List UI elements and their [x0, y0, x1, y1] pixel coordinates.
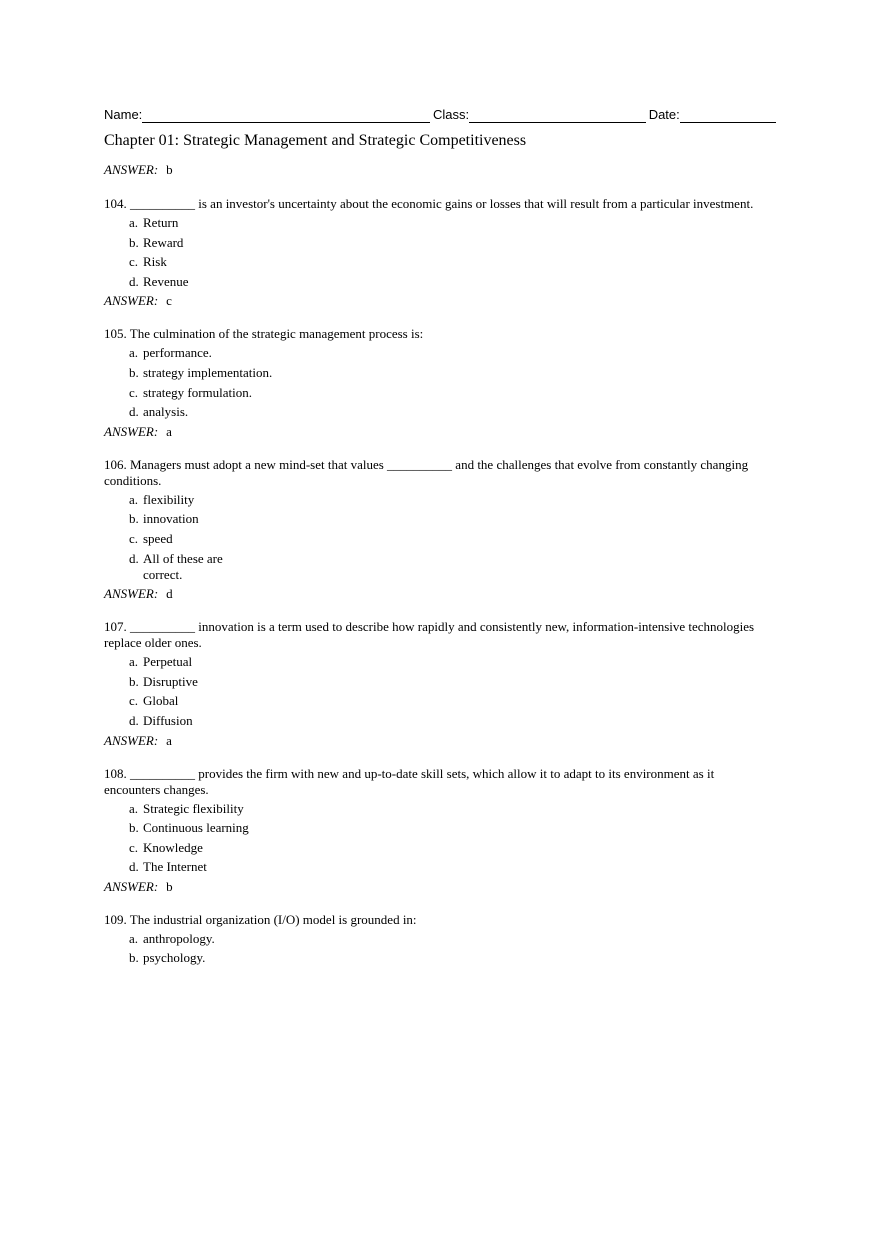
option-letter: b.	[129, 234, 139, 250]
option	[104, 235, 764, 251]
option	[104, 365, 764, 381]
option-text: performance.	[143, 345, 212, 361]
header-fields	[104, 103, 776, 123]
answer-value: c	[166, 293, 172, 309]
option-letter: b.	[129, 950, 139, 966]
option	[104, 531, 764, 547]
answer-line	[104, 733, 764, 752]
option-text: The Internet	[143, 859, 207, 875]
option-letter: a.	[129, 491, 139, 507]
option-text: strategy formulation.	[143, 384, 253, 400]
option-text: psychology.	[143, 950, 206, 966]
question-stem	[104, 912, 764, 928]
question-number: 106.	[104, 456, 127, 472]
question-text: __________ provides the firm with new and up-to-date skill sets, which allow it to adapt to its environment as it encounters changes.	[104, 765, 715, 797]
question-104	[104, 196, 764, 312]
option-letter: b.	[129, 364, 139, 380]
option	[104, 820, 764, 836]
answer-value: b	[166, 878, 173, 894]
option-letter: c.	[129, 254, 139, 270]
option-list	[104, 654, 764, 729]
question-text: __________ innovation is a term used to describe how rapidly and consistently new, information-intensive technologies replace older ones.	[104, 619, 755, 651]
option-text: Revenue	[143, 273, 189, 289]
option-letter: d.	[129, 550, 139, 566]
option-list	[104, 801, 764, 876]
option	[104, 385, 764, 401]
date-label: Date:	[648, 107, 680, 122]
question-stem	[104, 766, 764, 798]
option-letter: c.	[129, 693, 139, 709]
option	[104, 215, 764, 231]
question-text: __________ is an investor's uncertainty about the economic gains or losses that will result from a particular investment.	[130, 196, 754, 211]
option-letter: a.	[129, 654, 139, 670]
question-109	[104, 912, 764, 967]
question-number: 104.	[104, 196, 127, 211]
answer-line	[104, 424, 764, 443]
option-text: flexibility	[143, 491, 195, 507]
option-letter: a.	[129, 215, 139, 230]
question-stem	[104, 196, 764, 212]
answer-line	[104, 879, 764, 898]
option-letter: c.	[129, 384, 139, 400]
option-text: anthropology.	[143, 930, 215, 946]
option-text: Global	[143, 693, 179, 709]
question-list	[104, 162, 764, 980]
option-letter: d.	[129, 859, 139, 875]
question-text: The industrial organization (I/O) model is grounded in:	[129, 911, 417, 927]
class-label: Class:	[432, 107, 470, 122]
option	[104, 840, 764, 856]
option-letter: c.	[129, 839, 139, 855]
chapter-title: Chapter 01: Strategic Management and Strategic Competitiveness	[104, 132, 527, 149]
question-stem	[104, 457, 764, 489]
option-letter: d.	[129, 712, 139, 728]
option	[104, 654, 764, 670]
option	[104, 931, 764, 947]
question-107	[104, 619, 764, 751]
option	[104, 801, 764, 817]
answer-key-label: ANSWER:	[104, 732, 159, 748]
option-text: Risk	[143, 254, 167, 270]
answer-value: a	[166, 732, 172, 748]
option-letter: a.	[129, 930, 139, 946]
option-text: Continuous learning	[143, 820, 249, 836]
option	[104, 404, 764, 420]
option	[104, 511, 764, 527]
option-letter: a.	[129, 800, 139, 816]
option-letter: c.	[129, 530, 139, 546]
question-number: 108.	[104, 765, 127, 781]
date-blank-line	[680, 108, 776, 123]
answer-value: b	[166, 162, 173, 177]
question-number: 107.	[104, 619, 127, 635]
option-text: strategy implementation.	[143, 364, 273, 380]
option-text: Reward	[143, 234, 184, 250]
option	[104, 254, 764, 270]
answer-key-label: ANSWER:	[104, 423, 159, 439]
answer-key-label: ANSWER:	[104, 878, 159, 894]
option-text: analysis.	[143, 404, 189, 420]
answer-value: a	[166, 423, 172, 439]
question-number: 109.	[104, 911, 127, 927]
option-letter: b.	[129, 673, 139, 689]
option	[104, 274, 764, 290]
option-letter: a.	[129, 345, 139, 361]
option-text: Diffusion	[143, 712, 193, 728]
option	[104, 859, 764, 875]
option-text: innovation	[143, 511, 199, 527]
option	[104, 492, 764, 508]
question-number: 105.	[104, 326, 127, 342]
question-text: Managers must adopt a new mind-set that values __________ and the challenges that evolve from constantly changing conditions.	[104, 456, 749, 488]
answer-key-label: ANSWER:	[104, 293, 159, 309]
option-list	[104, 215, 764, 290]
question-105	[104, 326, 764, 442]
option-text: Perpetual	[143, 654, 193, 670]
option-list	[104, 345, 764, 420]
name-blank-line	[142, 108, 430, 123]
class-blank-line	[469, 108, 646, 123]
option-letter: d.	[129, 273, 139, 289]
question-stem	[104, 326, 764, 342]
option-text: Return	[143, 215, 179, 230]
option	[104, 693, 764, 709]
option	[104, 345, 764, 361]
question-108	[104, 766, 764, 898]
option-list	[104, 931, 764, 967]
answer-line	[104, 293, 764, 312]
answer-key-label: ANSWER:	[104, 162, 159, 177]
option-text: speed	[143, 530, 173, 546]
option	[104, 713, 764, 729]
option-letter: b.	[129, 820, 139, 836]
option-letter: d.	[129, 404, 139, 420]
option-text: Disruptive	[143, 673, 198, 689]
option	[104, 674, 764, 690]
option-text: All of these are correct.	[143, 550, 223, 582]
question-text: The culmination of the strategic management process is:	[129, 326, 424, 342]
option-text: Strategic flexibility	[143, 800, 244, 816]
option-list	[104, 492, 764, 583]
option	[104, 950, 764, 966]
option-letter: b.	[129, 511, 139, 527]
option-text: Knowledge	[143, 839, 203, 855]
option	[104, 551, 764, 583]
answer-line	[104, 586, 764, 605]
answer-key-label: ANSWER:	[104, 586, 159, 602]
question-stem	[104, 619, 764, 651]
answer-line	[104, 162, 764, 181]
question-106	[104, 457, 764, 605]
name-label: Name:	[104, 107, 143, 122]
answer-value: d	[166, 586, 173, 602]
